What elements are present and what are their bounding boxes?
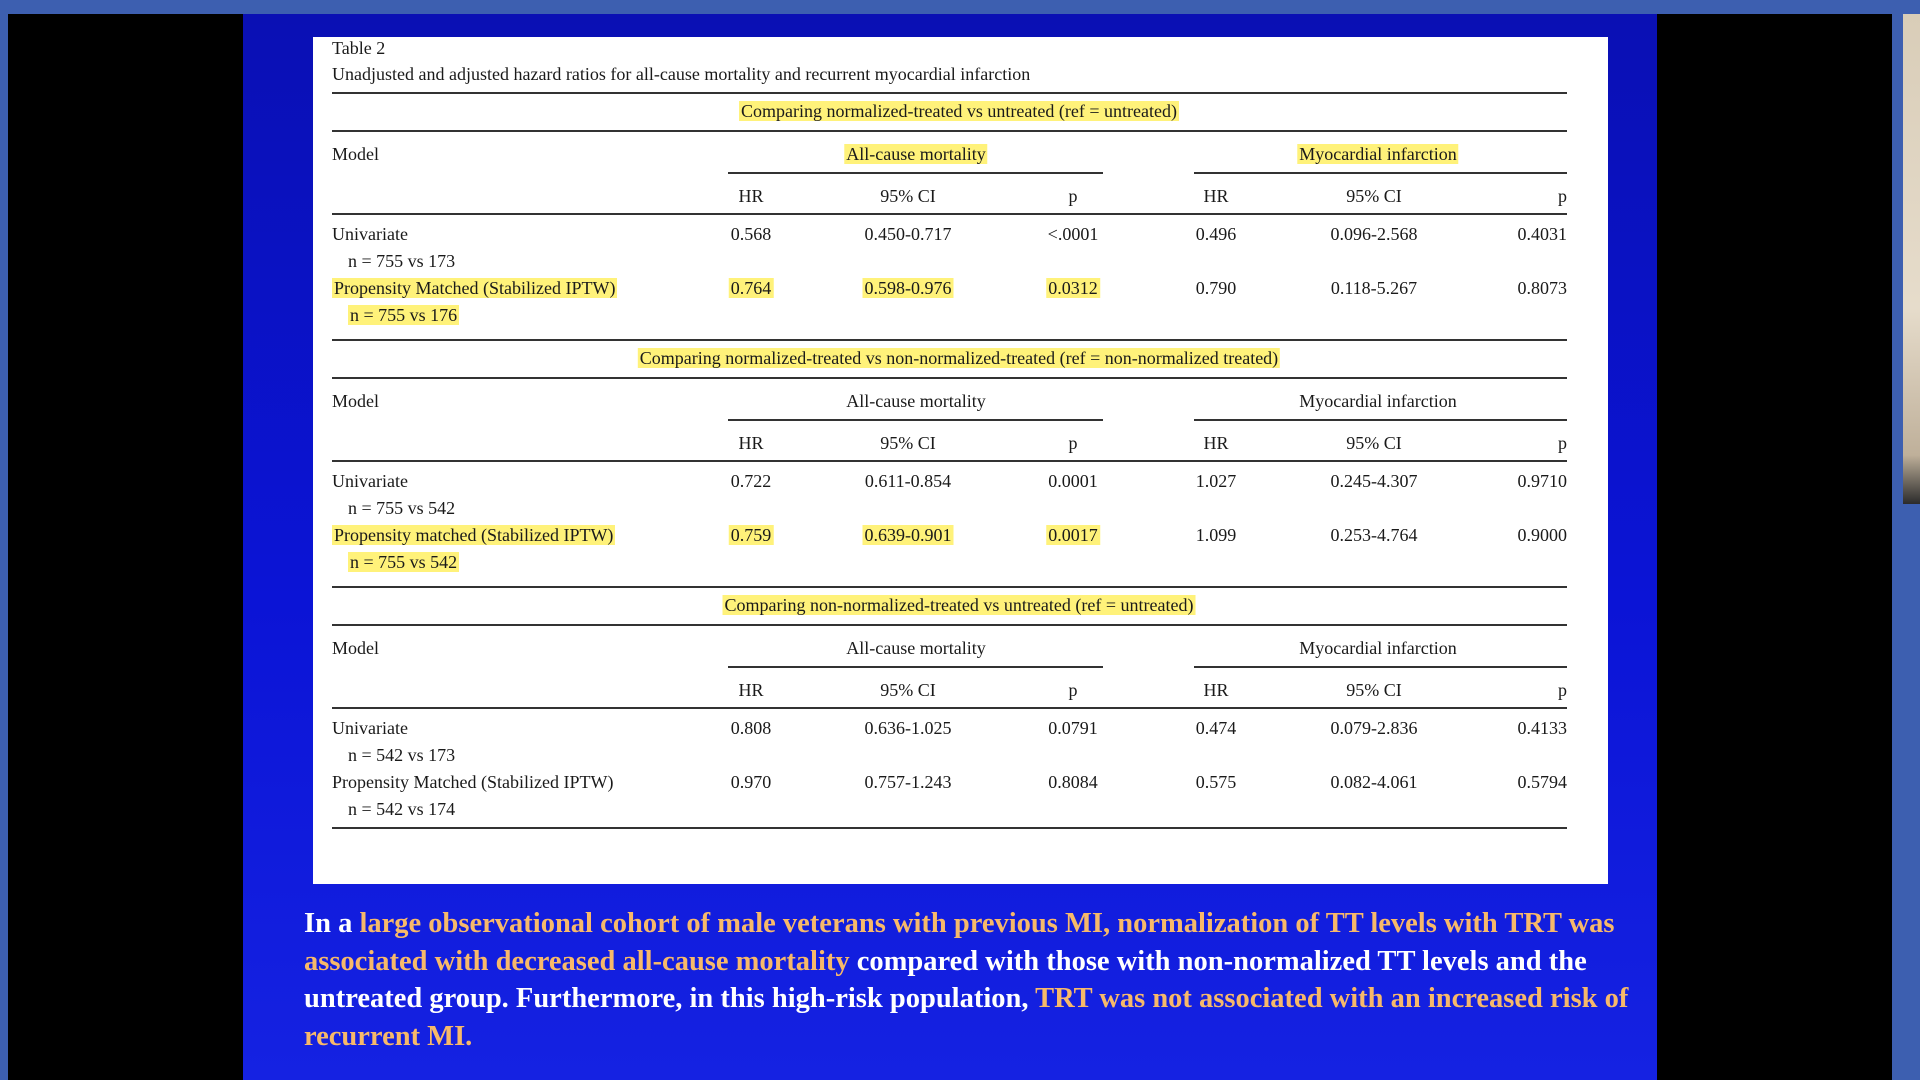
table-cell [731, 470, 772, 492]
row-model-text: Univariate [332, 224, 408, 244]
model-column-label: Model [332, 638, 379, 658]
section-header-text: Comparing normalized-treated vs non-normalized-treated (ref = non-normalized treated) [639, 348, 1279, 368]
table-cell-value: 0.5794 [1517, 772, 1567, 792]
table-cell-value: 0.118-5.267 [1330, 278, 1418, 298]
group-label-mi-text: Myocardial infarction [1299, 638, 1457, 658]
section-header [723, 594, 1196, 616]
group-rule-mi [1194, 172, 1567, 174]
column-header: HR [738, 186, 764, 206]
table-cell [865, 717, 952, 739]
table-cell-value: 0.598-0.976 [864, 278, 952, 298]
table-cell [863, 277, 954, 299]
row-sample-text: n = 755 vs 173 [348, 251, 456, 271]
section-header [739, 100, 1179, 122]
table-cell-value: 1.027 [1195, 471, 1237, 491]
table-cell [731, 717, 772, 739]
table-cell-value: 0.808 [730, 718, 772, 738]
table-cell [1196, 524, 1237, 546]
group-label-mortality [846, 637, 985, 659]
table-cell-value: 0.636-1.025 [864, 718, 952, 738]
group-rule-mortality [728, 172, 1103, 174]
section-header-rule [332, 624, 1567, 626]
table-cell-value: 0.8073 [1517, 278, 1567, 298]
group-label-mi-text: Myocardial infarction [1299, 391, 1457, 411]
group-label-mortality [844, 143, 987, 165]
column-header-rule [332, 460, 1567, 462]
table-cell [1518, 771, 1568, 793]
table-cell [1048, 223, 1099, 245]
row-model-text: Propensity Matched (Stabilized IPTW) [332, 772, 614, 792]
model-column-label: Model [332, 391, 379, 411]
column-header: 95% CI [880, 680, 936, 700]
table-cell [863, 524, 954, 546]
column-header: p [1068, 680, 1078, 700]
section-header [638, 347, 1280, 369]
table-cell [1331, 470, 1418, 492]
table-cell [731, 223, 772, 245]
row-sample-text: n = 755 vs 542 [350, 552, 458, 572]
side-camera-strip [1903, 14, 1920, 504]
table-cell-value: 0.496 [1195, 224, 1237, 244]
group-label-mi [1299, 637, 1456, 659]
table-cell [865, 771, 952, 793]
table-panel [313, 37, 1608, 884]
table-cell [1331, 771, 1418, 793]
table-cell [1518, 524, 1568, 546]
table-cell [1046, 277, 1100, 299]
row-sample-text: n = 755 vs 176 [350, 305, 458, 325]
section-top-rule [332, 92, 1567, 94]
column-header: HR [1203, 680, 1229, 700]
table-cell [1331, 717, 1418, 739]
table-cell [1196, 223, 1237, 245]
table-cell-value: 0.245-4.307 [1330, 471, 1418, 491]
conclusion-emphasis-2: TRT was not associated with an increased risk of recurrent MI. [304, 983, 1629, 1052]
group-rule-mortality [728, 419, 1103, 421]
table-cell [1196, 277, 1237, 299]
table-cell [1196, 717, 1237, 739]
table-cell-value: 0.079-2.836 [1330, 718, 1418, 738]
table-cell-value: 0.8084 [1048, 772, 1098, 792]
table-bottom-rule [332, 827, 1567, 829]
table-cell [865, 223, 952, 245]
table-cell-value: <.0001 [1047, 224, 1099, 244]
table-cell [1518, 717, 1568, 739]
table-cell-value: 0.9710 [1517, 471, 1567, 491]
table-cell-value: 0.096-2.568 [1330, 224, 1418, 244]
table-cell-value: 0.0312 [1048, 278, 1098, 298]
row-sample-size [348, 798, 455, 820]
column-header: 95% CI [880, 433, 936, 453]
column-header: 95% CI [880, 186, 936, 206]
column-header: HR [1203, 186, 1229, 206]
table-cell-value: 0.764 [730, 278, 772, 298]
section-header-text: Comparing non-normalized-treated vs untreated (ref = untreated) [724, 595, 1194, 615]
row-sample-size [348, 497, 455, 519]
table-cell-value: 0.790 [1195, 278, 1237, 298]
column-header: HR [738, 680, 764, 700]
table-cell [1518, 470, 1568, 492]
table-cell-value: 0.9000 [1517, 525, 1567, 545]
column-header: p [1558, 186, 1567, 206]
row-sample-size [348, 551, 459, 573]
group-rule-mi [1194, 419, 1567, 421]
column-header: p [1068, 433, 1078, 453]
row-sample-size [348, 744, 455, 766]
column-header: 95% CI [1346, 433, 1402, 453]
table-cell-value: 0.474 [1195, 718, 1237, 738]
table-cell-value: 0.450-0.717 [864, 224, 952, 244]
table-cell-value: 0.575 [1195, 772, 1237, 792]
group-rule-mortality [728, 666, 1103, 668]
column-header: HR [1203, 433, 1229, 453]
row-sample-size [348, 250, 455, 272]
row-model-label [332, 524, 615, 546]
table-cell [1046, 524, 1100, 546]
table-cell [729, 524, 774, 546]
row-model-label [332, 277, 617, 299]
table-cell [865, 470, 951, 492]
table-cell [1331, 223, 1418, 245]
group-label-mortality [846, 390, 985, 412]
table-cell-value: 0.759 [730, 525, 772, 545]
table-cell-value: 0.568 [730, 224, 772, 244]
section-top-rule [332, 339, 1567, 341]
column-header: p [1068, 186, 1078, 206]
group-label-mortality-text: All-cause mortality [846, 144, 986, 164]
group-label-mortality-text: All-cause mortality [846, 638, 986, 658]
row-sample-size [348, 304, 459, 326]
section-header-rule [332, 377, 1567, 379]
column-header: p [1558, 433, 1567, 453]
model-column-label: Model [332, 144, 379, 164]
table-title: Unadjusted and adjusted hazard ratios for all-cause mortality and recurrent myocardial infarction [332, 64, 1031, 84]
row-model-text: Univariate [332, 718, 408, 738]
table-cell [731, 771, 772, 793]
row-sample-text: n = 755 vs 542 [348, 498, 456, 518]
column-header: 95% CI [1346, 680, 1402, 700]
group-label-mortality-text: All-cause mortality [846, 391, 986, 411]
table-cell [1196, 470, 1237, 492]
table-cell [1518, 223, 1568, 245]
table-cell [1196, 771, 1237, 793]
conclusion-emphasis-1: large observational cohort of male veterans with previous MI, normalization of TT levels with TRT was associated with decreased all-cause mortality [304, 908, 1615, 977]
table-cell [729, 277, 774, 299]
column-header-rule [332, 707, 1567, 709]
row-model-text: Univariate [332, 471, 408, 491]
table-cell-value: 0.0001 [1048, 471, 1098, 491]
table-number: Table 2 [332, 38, 386, 58]
table-cell-value: 0.4031 [1517, 224, 1567, 244]
section-header-rule [332, 130, 1567, 132]
table-cell-value: 0.639-0.901 [864, 525, 952, 545]
row-model-text: Propensity Matched (Stabilized IPTW) [334, 278, 616, 298]
table-cell-value: 0.253-4.764 [1330, 525, 1418, 545]
table-cell-value: 0.4133 [1517, 718, 1567, 738]
table-cell [1518, 277, 1568, 299]
row-sample-text: n = 542 vs 174 [348, 799, 456, 819]
group-label-mi [1299, 390, 1456, 412]
table-cell [1331, 277, 1417, 299]
table-cell-value: 1.099 [1195, 525, 1237, 545]
row-model-label [332, 717, 408, 739]
table-cell-value: 0.0791 [1048, 718, 1098, 738]
table-cell-value: 0.0017 [1048, 525, 1098, 545]
row-model-label [332, 470, 408, 492]
row-sample-text: n = 542 vs 173 [348, 745, 456, 765]
table-cell-value: 0.082-4.061 [1330, 772, 1418, 792]
table-cell [1048, 470, 1098, 492]
table-cell [1048, 771, 1098, 793]
table-cell-value: 0.970 [730, 772, 772, 792]
table-cell-value: 0.757-1.243 [864, 772, 952, 792]
section-top-rule [332, 586, 1567, 588]
group-label-mi [1297, 143, 1458, 165]
column-header: HR [738, 433, 764, 453]
group-rule-mi [1194, 666, 1567, 668]
table-cell [1048, 717, 1098, 739]
row-model-label [332, 223, 408, 245]
conclusion-part-1: In a [304, 908, 360, 939]
table-cell [1331, 524, 1418, 546]
row-model-text: Propensity matched (Stabilized IPTW) [334, 525, 614, 545]
row-model-label [332, 771, 613, 793]
table-cell-value: 0.722 [730, 471, 772, 491]
group-label-mi-text: Myocardial infarction [1299, 144, 1457, 164]
table-cell-value: 0.611-0.854 [864, 471, 952, 491]
section-header-text: Comparing normalized-treated vs untreated (ref = untreated) [741, 101, 1177, 121]
column-header: p [1558, 680, 1567, 700]
column-header-rule [332, 213, 1567, 215]
conclusion-part-3: compared with those with non-normalized TT levels and the untreated group. Furthermore, in this high-risk population, [304, 945, 1587, 1014]
conclusion-text [304, 905, 1634, 1055]
column-header: 95% CI [1346, 186, 1402, 206]
